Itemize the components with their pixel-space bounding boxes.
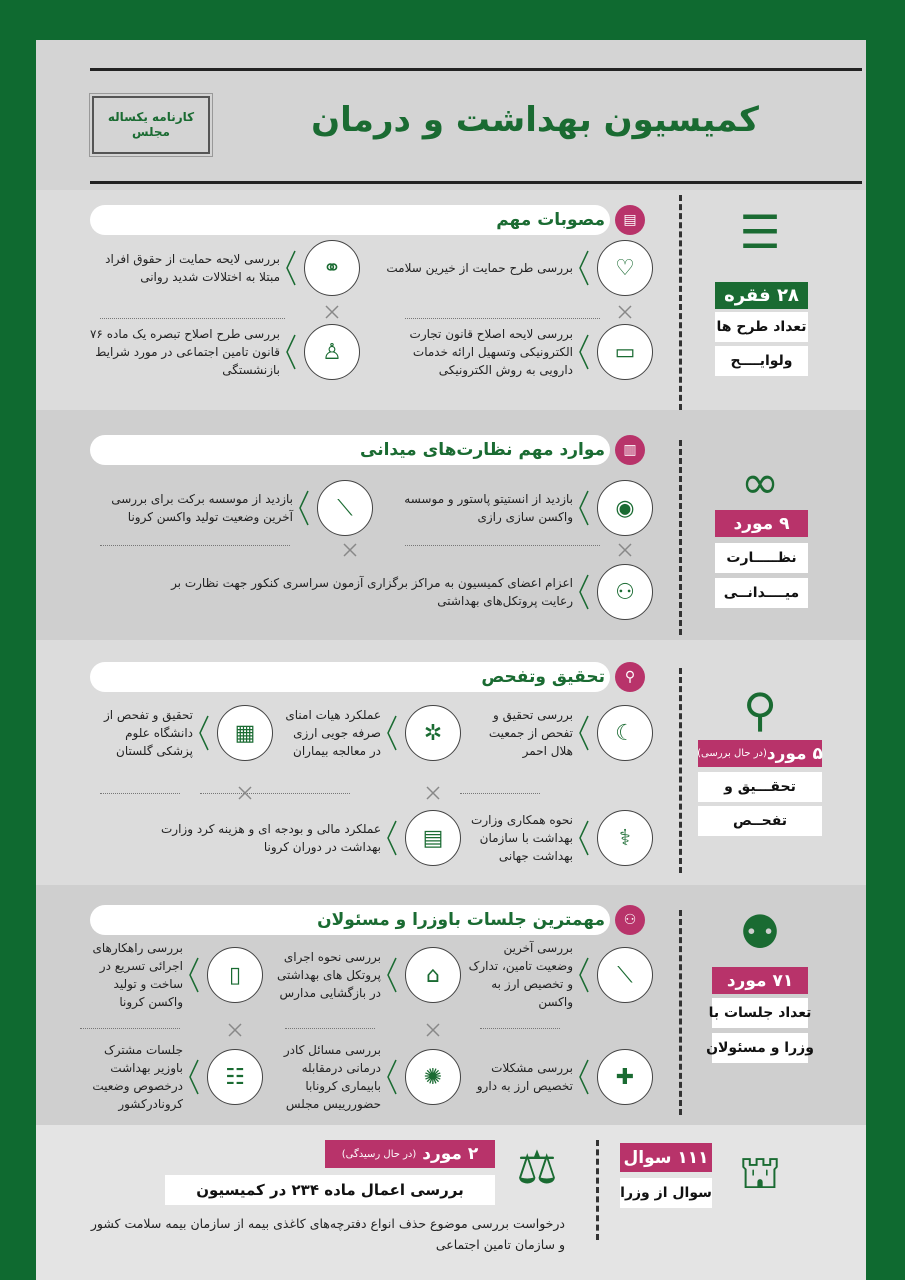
questions-count: ۱۱۱ سوال <box>620 1143 712 1172</box>
dotted-separator <box>460 793 540 794</box>
list-item-text: عملکرد هیات امنای صرفه جویی ارزی در معالجه بیماران <box>285 708 381 758</box>
chevron-left-icon <box>579 820 589 856</box>
chevron-left-icon <box>579 715 589 751</box>
list-item-text: تحقیق و تفحص از دانشگاه علوم پزشکی گلستان <box>103 708 193 758</box>
list-item-text: بررسی لایحه اصلاح قانون تجارت الکترونیکی وتسهیل ارائه خدمات دارویی به روش الکترونیکی <box>409 327 573 377</box>
stat-count <box>715 510 808 537</box>
cross-icon <box>618 305 632 319</box>
stat-label: تعداد طرح ها <box>715 312 808 342</box>
stat-count <box>698 740 822 767</box>
building-icon: ▦ <box>217 705 273 761</box>
podium-icon: ⛫ <box>738 1145 782 1199</box>
chevron-left-icon <box>387 957 397 993</box>
group-icon: ⚇ <box>597 564 653 620</box>
syringe-icon: ⟋ <box>597 947 653 1003</box>
article234-note: (در حال رسیدگی) <box>341 1148 417 1160</box>
chevron-left-icon <box>579 334 589 370</box>
list-item-text: اعزام اعضای کمیسیون به مراکز برگزاری آزمون سراسری کنکور جهت نظارت بر رعایت پروتکل‌های بهداشتی <box>171 576 573 608</box>
dotted-separator <box>480 1028 560 1029</box>
cross-icon <box>228 1023 242 1037</box>
chevron-left-icon <box>387 820 397 856</box>
list-item-text: بررسی طرح اصلاح تبصره یک ماده ۷۶ قانون تامین اجتماعی در مورد شرایط بازنشستگی <box>89 327 280 377</box>
stat-count-value: ۷۱ مورد <box>726 970 794 991</box>
chevron-left-icon <box>579 957 589 993</box>
stat-count-value: ۲۸ فقره <box>724 285 799 306</box>
chevron-left-icon <box>286 250 296 286</box>
list-item-text: بررسی لایحه حمایت از حقوق افراد مبتلا به اختلالات شدید روانی <box>105 252 280 284</box>
crescent-icon: ☾ <box>597 705 653 761</box>
chevron-left-icon <box>286 334 296 370</box>
article234-count-value: ۲ مورد <box>422 1144 479 1164</box>
dotted-separator <box>405 318 600 319</box>
computer-icon: ▭ <box>597 324 653 380</box>
stat-count-value: ۵ مورد <box>766 743 823 764</box>
list-item-text: بررسی راهکارهای اجرائی تسریع در ساخت و تولید واکسن کرونا <box>92 941 183 1009</box>
magnifier-icon: ⚲ <box>743 683 777 737</box>
dotted-separator <box>80 1028 180 1029</box>
chevron-left-icon <box>387 715 397 751</box>
handshake-icon: ⚭ <box>304 240 360 296</box>
stat-label: میــــدانــی <box>715 578 808 608</box>
chevron-left-icon <box>189 957 199 993</box>
money-icon: ▤ <box>405 810 461 866</box>
vaccine-bottle-icon: ▯ <box>207 947 263 1003</box>
dotted-separator <box>100 318 285 319</box>
virus-icon: ✺ <box>405 1049 461 1105</box>
conference-icon: ☷ <box>207 1049 263 1105</box>
list-item-text: بررسی تحقیق و تفحص از جمعیت هلال احمر <box>488 708 573 758</box>
list-item <box>373 460 573 556</box>
list-item <box>383 220 573 316</box>
syringe-icon: ⟋ <box>317 480 373 536</box>
list-item-text: بررسی طرح حمایت از خیرین سلامت <box>386 261 573 275</box>
article234-count <box>325 1140 495 1168</box>
list-item <box>93 685 193 781</box>
heart-hands-icon: ♡ <box>597 240 653 296</box>
list-item <box>93 460 293 556</box>
list-item-text: نحوه همکاری وزارت بهداشت با سازمان بهداشت جهانی <box>471 813 573 863</box>
network-people-icon: ✲ <box>405 705 461 761</box>
divider <box>90 181 862 184</box>
list-item <box>473 685 573 781</box>
stat-count-note: (در حال بررسی) <box>697 748 767 759</box>
list-item <box>83 927 183 1023</box>
divider <box>90 68 862 71</box>
section-title: تحقیق وتفحص <box>481 667 605 687</box>
cross-icon <box>325 305 339 319</box>
dashed-divider <box>679 440 682 635</box>
questions-label: سوال از وزرا <box>620 1178 712 1208</box>
stat-count <box>715 282 808 309</box>
page-title: کمیسیون بهداشت و درمان <box>311 100 759 140</box>
binoculars-icon: ∞ <box>740 455 780 509</box>
cross-icon <box>618 543 632 557</box>
list-item <box>90 220 280 316</box>
list-item <box>141 790 381 886</box>
stat-label: وزرا و مسئولان <box>712 1033 808 1063</box>
list-item <box>468 1029 573 1125</box>
list-item-text: بازدید از موسسه برکت برای بررسی آخرین وضعیت تولید واکسن کرونا <box>111 492 293 524</box>
search-icon: ⚲ <box>615 662 645 692</box>
list-item-text: جلسات مشترک باوزیر بهداشت درخصوص وضعیت کرونادرکشور <box>92 1043 183 1111</box>
list-item-text: بررسی مسائل کادر درمانی درمقابله بابیماری کرونابا حضوررییس مجلس <box>283 1043 381 1111</box>
dotted-separator <box>200 793 350 794</box>
list-item <box>281 685 381 781</box>
dashed-divider <box>596 1140 599 1240</box>
clipboard-icon: ▥ <box>615 435 645 465</box>
section-title: مهمترین جلسات باوزرا و مسئولان <box>317 910 605 930</box>
chevron-left-icon <box>387 1059 397 1095</box>
scroll-icon: ☰ <box>739 205 781 259</box>
dashed-divider <box>679 668 682 873</box>
section-title: موارد مهم نظارت‌های میدانی <box>360 440 605 460</box>
stat-label: نظـــــارت <box>715 543 808 573</box>
list-item <box>468 790 573 886</box>
cross-icon <box>343 543 357 557</box>
list-item <box>276 1029 381 1125</box>
section-title: مصوبات مهم <box>496 210 605 230</box>
chevron-left-icon <box>579 490 589 526</box>
stat-count <box>712 967 808 994</box>
chevron-left-icon <box>189 1059 199 1095</box>
dashed-divider <box>679 195 682 410</box>
article234-description: درخواست بررسی موضوع حذف انواع دفترچه‌های کاغذی بیمه از سازمان بیمه سلامت کشور و سازمان تامین اجتماعی <box>90 1216 565 1252</box>
article234-title: بررسی اعمال ماده ۲۳۴ در کمیسیون <box>165 1175 495 1205</box>
chevron-left-icon <box>199 715 209 751</box>
dotted-separator <box>100 545 290 546</box>
school-icon: ⌂ <box>405 947 461 1003</box>
stat-label: تعداد جلسات با <box>712 998 808 1028</box>
dotted-separator <box>405 545 600 546</box>
meeting-people-icon: ⚉ <box>739 905 781 959</box>
meeting-icon: ⚇ <box>615 905 645 935</box>
gavel-icon: ⚖ <box>516 1140 558 1194</box>
cross-icon <box>426 786 440 800</box>
dotted-separator <box>100 793 180 794</box>
stat-count-value: ۹ مورد <box>733 513 790 534</box>
stat-label: تفحــص <box>698 806 822 836</box>
list-item <box>143 544 573 640</box>
dashed-divider <box>679 910 682 1115</box>
list-item <box>276 927 381 1023</box>
majlis-logo: کارنامه یکساله مجلس <box>92 96 210 154</box>
chevron-left-icon <box>579 250 589 286</box>
chevron-left-icon <box>579 574 589 610</box>
stat-label: ولوایــــح <box>715 346 808 376</box>
chevron-left-icon <box>579 1059 589 1095</box>
list-item-text: بررسی نحوه اجرای پروتکل های بهداشتی در بازگشایی مدارس <box>277 950 381 1000</box>
dotted-separator <box>285 1028 375 1029</box>
list-item-text: بررسی آخرین وضعیت تامین، تدارک و تخصیص ارز به واکسن <box>468 941 573 1009</box>
list-item <box>83 1029 183 1125</box>
eye-icon: ◉ <box>597 480 653 536</box>
medicine-icon: ✚ <box>597 1049 653 1105</box>
list-item-text: بازدید از انستیتو پاستور و موسسه واکسن سازی رازی <box>404 492 573 524</box>
cross-icon <box>426 1023 440 1037</box>
document-stack-icon: ▤ <box>615 205 645 235</box>
elderly-icon: ♙ <box>304 324 360 380</box>
list-item-text: عملکرد مالی و بودجه ای و هزینه کرد وزارت بهداشت در دوران کرونا <box>160 822 381 854</box>
stat-label: تحقـــیق و <box>698 772 822 802</box>
list-item <box>468 927 573 1023</box>
who-emblem-icon: ⚕ <box>597 810 653 866</box>
list-item-text: بررسی مشکلات تخصیص ارز به دارو <box>476 1061 573 1093</box>
chevron-left-icon <box>299 490 309 526</box>
cross-icon <box>238 786 252 800</box>
